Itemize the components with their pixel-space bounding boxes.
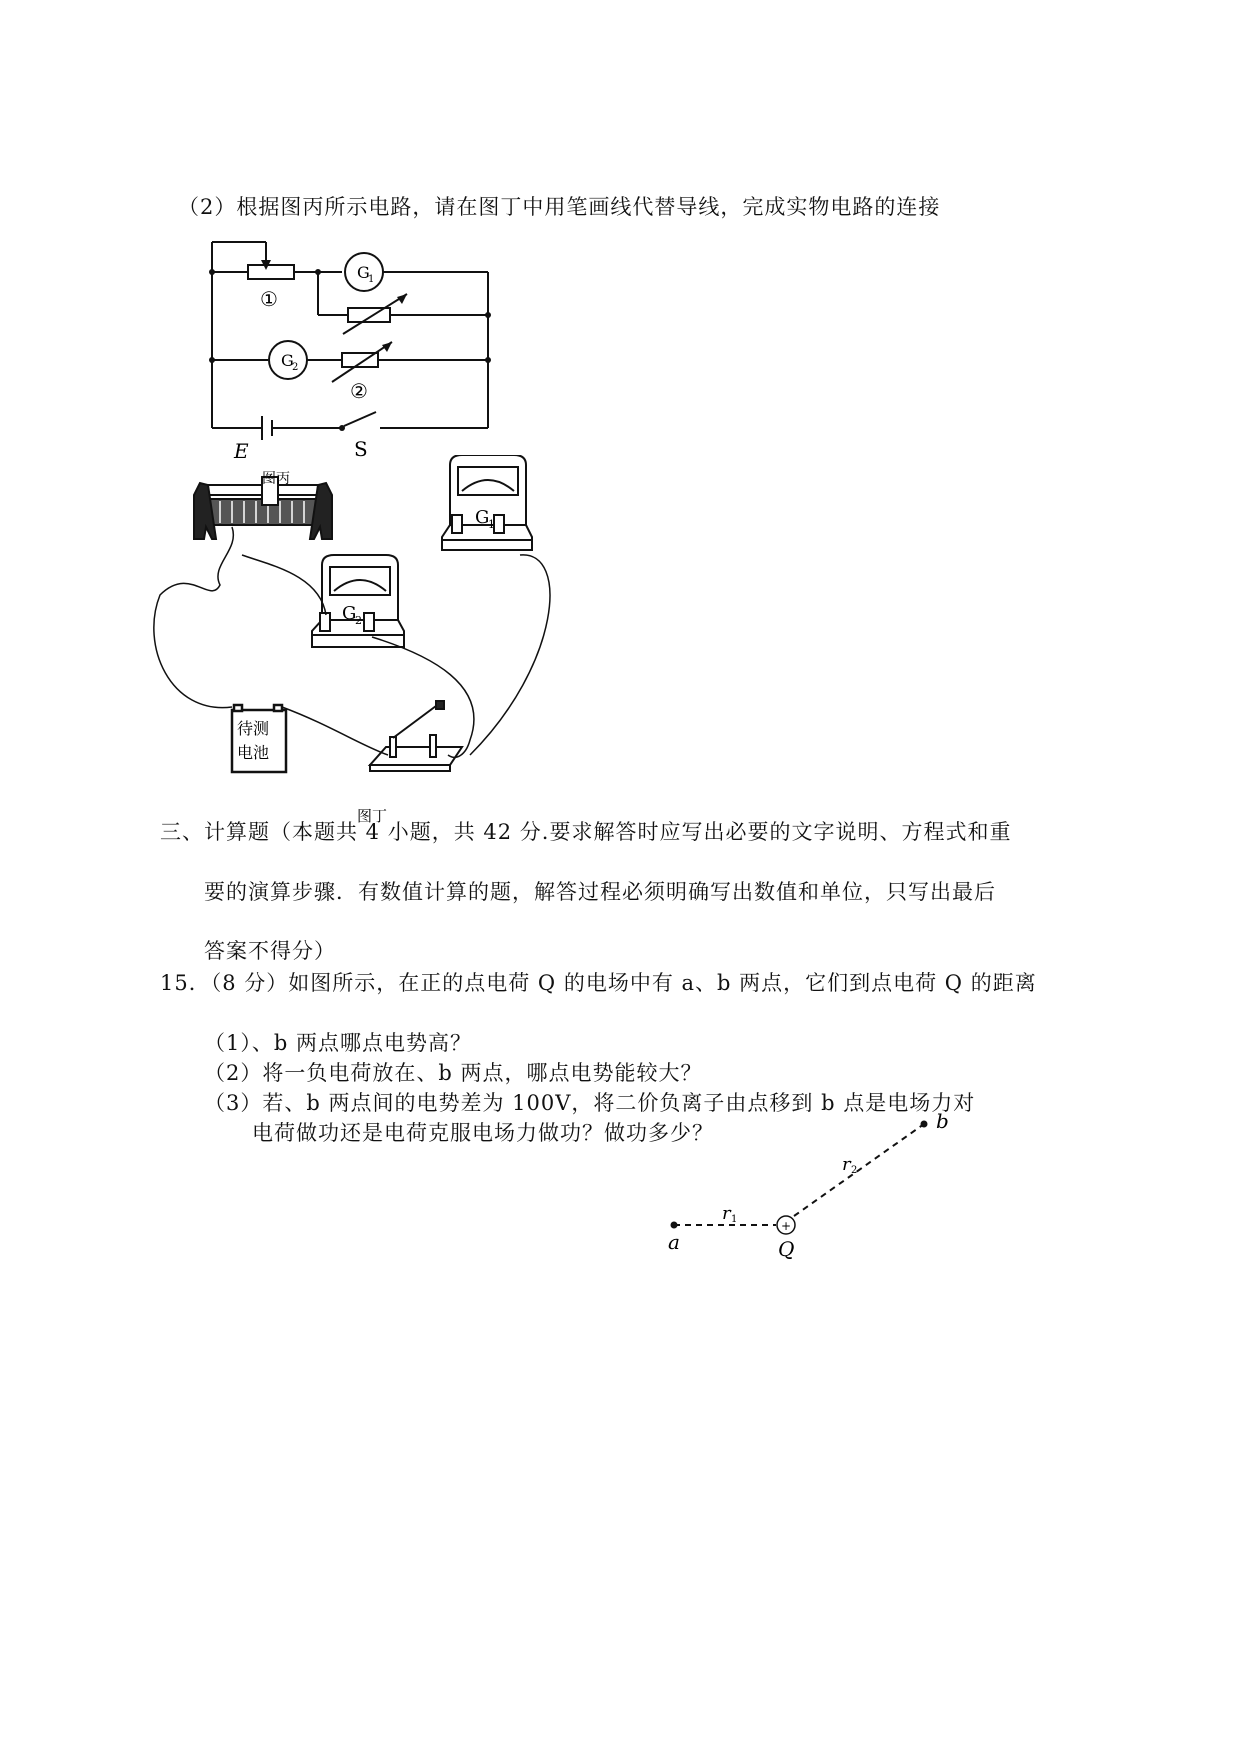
mark-1: ①	[260, 287, 278, 311]
g2-meter-sub: 2	[355, 614, 362, 627]
g2-sub: 2	[292, 362, 299, 373]
point-b-label: b	[936, 1109, 949, 1133]
q15-sub1: （1）、b 两点哪点电势高？	[204, 1031, 472, 1055]
point-charge-figure	[660, 1100, 980, 1270]
r2-sub: 2	[851, 1165, 858, 1176]
r2-label: r	[842, 1154, 851, 1175]
switch-image	[370, 701, 462, 771]
q15-sub3-line2: 电荷做功还是电荷克服电场力做功？做功多少？	[252, 1121, 714, 1145]
section3-line1: 三、计算题（本题共 4 小题，共 42 分.要求解答时应写出必要的文字说明、方程式和重	[160, 820, 1012, 844]
point-a-label: a	[668, 1230, 680, 1254]
g2-label: G	[281, 351, 294, 370]
caption-bing: 图丙	[262, 471, 290, 487]
r1-sub: 1	[731, 1214, 738, 1225]
q15-stem: 15．（8 分）如图所示，在正的点电荷 Q 的电场中有 a、b 两点，它们到点电荷 Q 的距离	[160, 971, 1037, 995]
battery-text-2: 电池	[237, 743, 270, 762]
battery-label: E	[234, 439, 249, 460]
switch-label: S	[354, 437, 368, 460]
g2-meter-image	[312, 555, 404, 647]
section3-line2: 要的演算步骤．有数值计算的题，解答过程必须明确写出数值和单位，只写出最后	[204, 880, 996, 904]
q15-sub3-line1: （3）若、b 两点间的电势差为 100V，将二价负离子由点移到 b 点是电场力对	[204, 1091, 976, 1115]
section3-instruction	[160, 817, 1080, 847]
g1-meter-label: G	[475, 507, 490, 528]
q14-part2-text: （2）根据图丙所示电路，请在图丁中用笔画线代替导线，完成实物电路的连接	[178, 195, 941, 219]
g1-meter-image	[442, 455, 532, 550]
charge-q-label: Q	[778, 1237, 795, 1261]
section3-line3: 答案不得分）	[204, 939, 336, 963]
g1-label: G	[357, 263, 370, 282]
plus-sign: +	[781, 1219, 792, 1233]
g1-meter-sub: 1	[488, 518, 495, 531]
caption-ding: 图丁	[357, 807, 388, 825]
circuit-physical-ding	[150, 455, 630, 835]
circuit-schematic-bing	[200, 230, 520, 460]
g2-meter-label: G	[342, 603, 357, 624]
r1-label: r	[722, 1203, 731, 1224]
battery-text-1: 待测	[237, 719, 270, 738]
g1-sub: 1	[368, 274, 375, 285]
q15-sub2: （2）将一负电荷放在、b 两点，哪点电势能较大？	[204, 1061, 703, 1085]
mark-2: ②	[350, 379, 368, 403]
